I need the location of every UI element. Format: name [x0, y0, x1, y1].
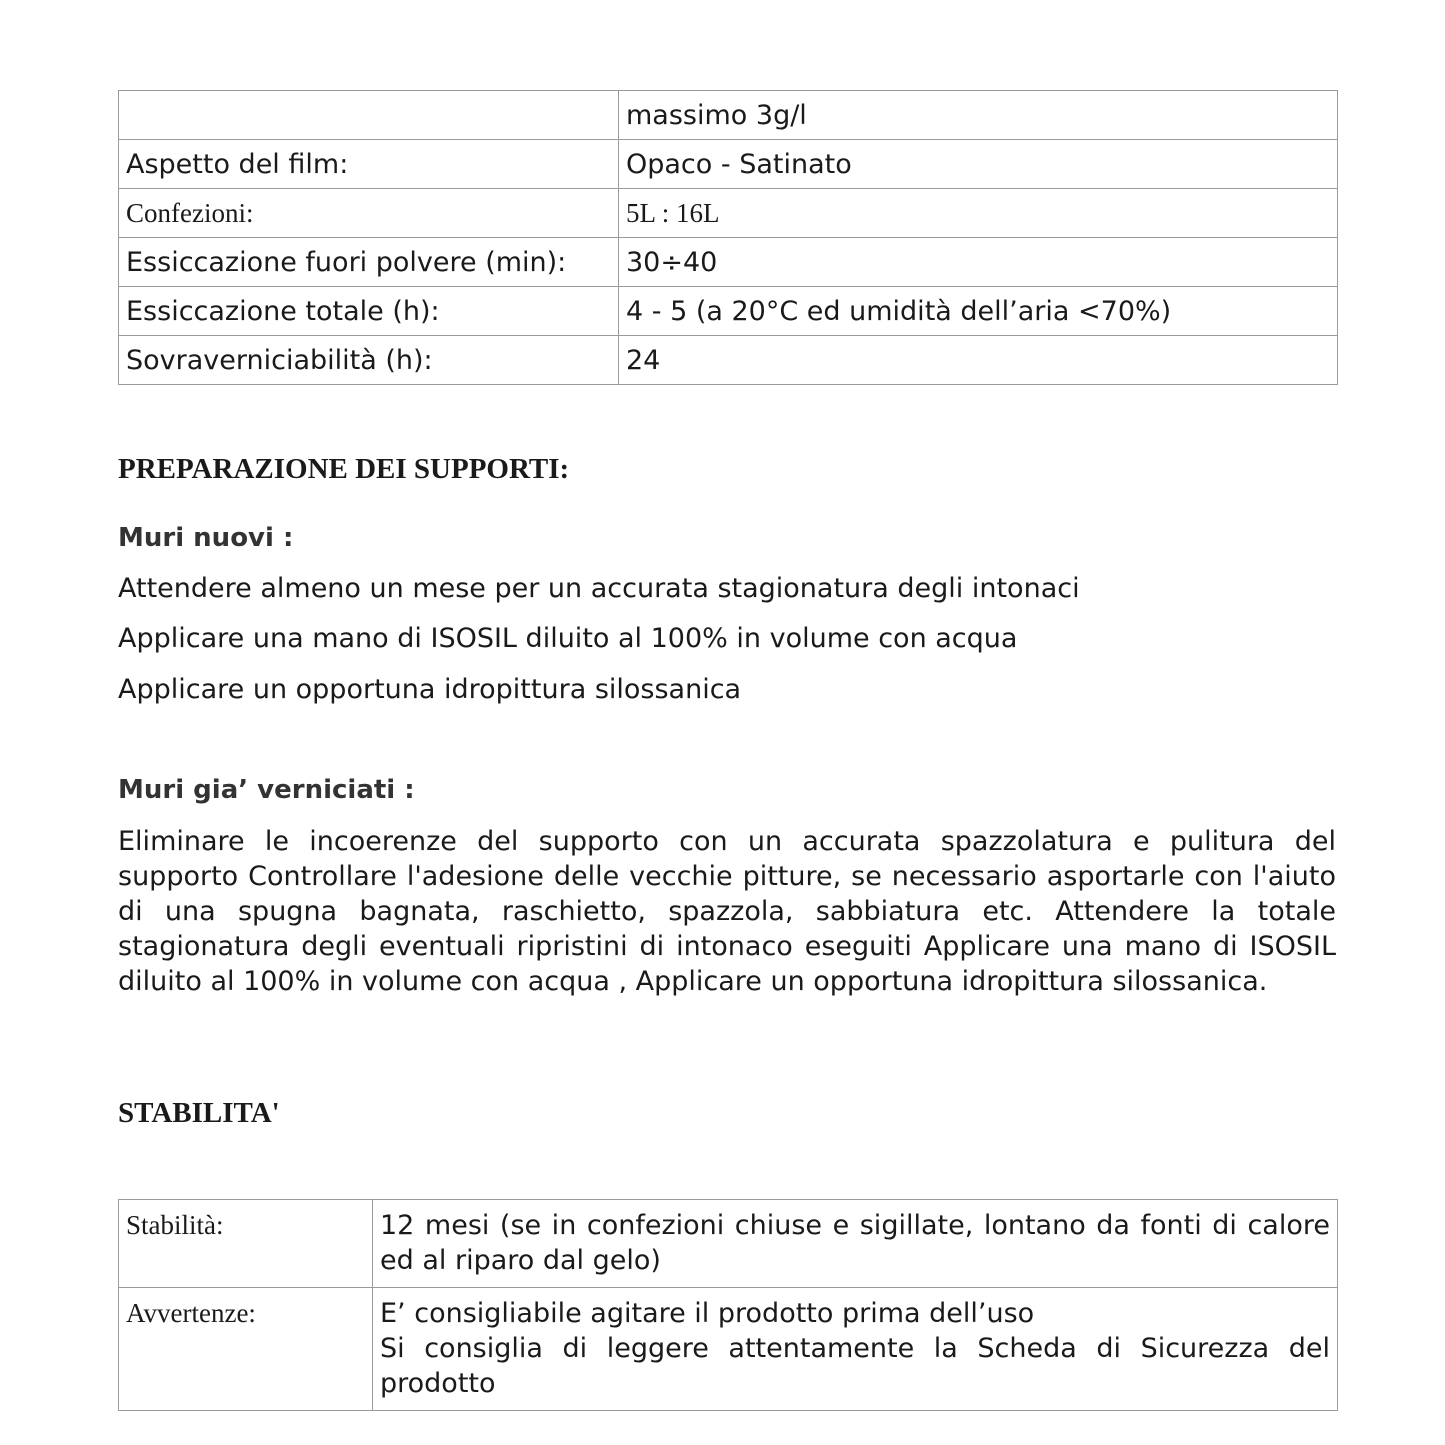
new-walls-line: Applicare una mano di ISOSIL diluito al 100% in volume con acqua	[118, 623, 1018, 654]
stability-label: Stabilità:	[119, 1200, 373, 1288]
property-label	[119, 91, 619, 140]
property-label: Essiccazione totale (h):	[119, 287, 619, 336]
table-row	[119, 140, 1338, 189]
new-walls-title: Muri nuovi :	[118, 523, 294, 553]
property-label: Confezioni:	[119, 189, 619, 238]
table-row	[119, 238, 1338, 287]
property-value: 4 - 5 (a 20°C ed umidità dell’aria <70%)	[619, 287, 1338, 336]
painted-walls-title: Muri gia’ verniciati :	[118, 775, 415, 805]
table-row	[119, 336, 1338, 385]
warnings-label: Avvertenze:	[119, 1288, 373, 1411]
table-row	[119, 91, 1338, 140]
property-value: 5L : 16L	[619, 189, 1338, 238]
property-value: massimo 3g/l	[619, 91, 1338, 140]
property-label: Essiccazione fuori polvere (min):	[119, 238, 619, 287]
property-value: 30÷40	[619, 238, 1338, 287]
stability-value: 12 mesi (se in confezioni chiuse e sigillate, lontano da fonti di calore ed al riparo dal gelo)	[373, 1200, 1338, 1288]
new-walls-line: Attendere almeno un mese per un accurata stagionatura degli intonaci	[118, 573, 1080, 604]
property-label: Aspetto del film:	[119, 140, 619, 189]
warnings-value	[373, 1288, 1338, 1411]
warning-line: E’ consigliabile agitare il prodotto prima dell’uso	[380, 1298, 1035, 1329]
property-label: Sovraverniciabilità (h):	[119, 336, 619, 385]
painted-walls-text: Eliminare le incoerenze del supporto con un accurata spazzolatura e pulitura del supporto Controllare l'adesione delle vecchie pitture, se necessario asportarle con l'aiuto di una spugna bagnata, raschietto, spazzola, sabbiatura etc. Attendere la totale stagionatura degli eventuali ripristini di intonaco eseguiti Applicare una mano di ISOSIL diluito al 100% in volume con acqua , Applicare un opportuna idropittura silossanica.	[118, 826, 1336, 997]
table-row	[119, 189, 1338, 238]
stability-table	[118, 1199, 1338, 1411]
warning-line: Si consiglia di leggere attentamente la Scheda di Sicurezza del prodotto	[380, 1333, 1330, 1399]
new-walls-line: Applicare un opportuna idropittura silossanica	[118, 674, 742, 705]
stability-heading: STABILITA'	[118, 1097, 280, 1129]
table-row	[119, 1288, 1338, 1411]
properties-table	[118, 90, 1338, 385]
table-row	[119, 287, 1338, 336]
table-row	[119, 1200, 1338, 1288]
preparation-heading: PREPARAZIONE DEI SUPPORTI:	[118, 453, 570, 485]
property-value: 24	[619, 336, 1338, 385]
property-value: Opaco - Satinato	[619, 140, 1338, 189]
